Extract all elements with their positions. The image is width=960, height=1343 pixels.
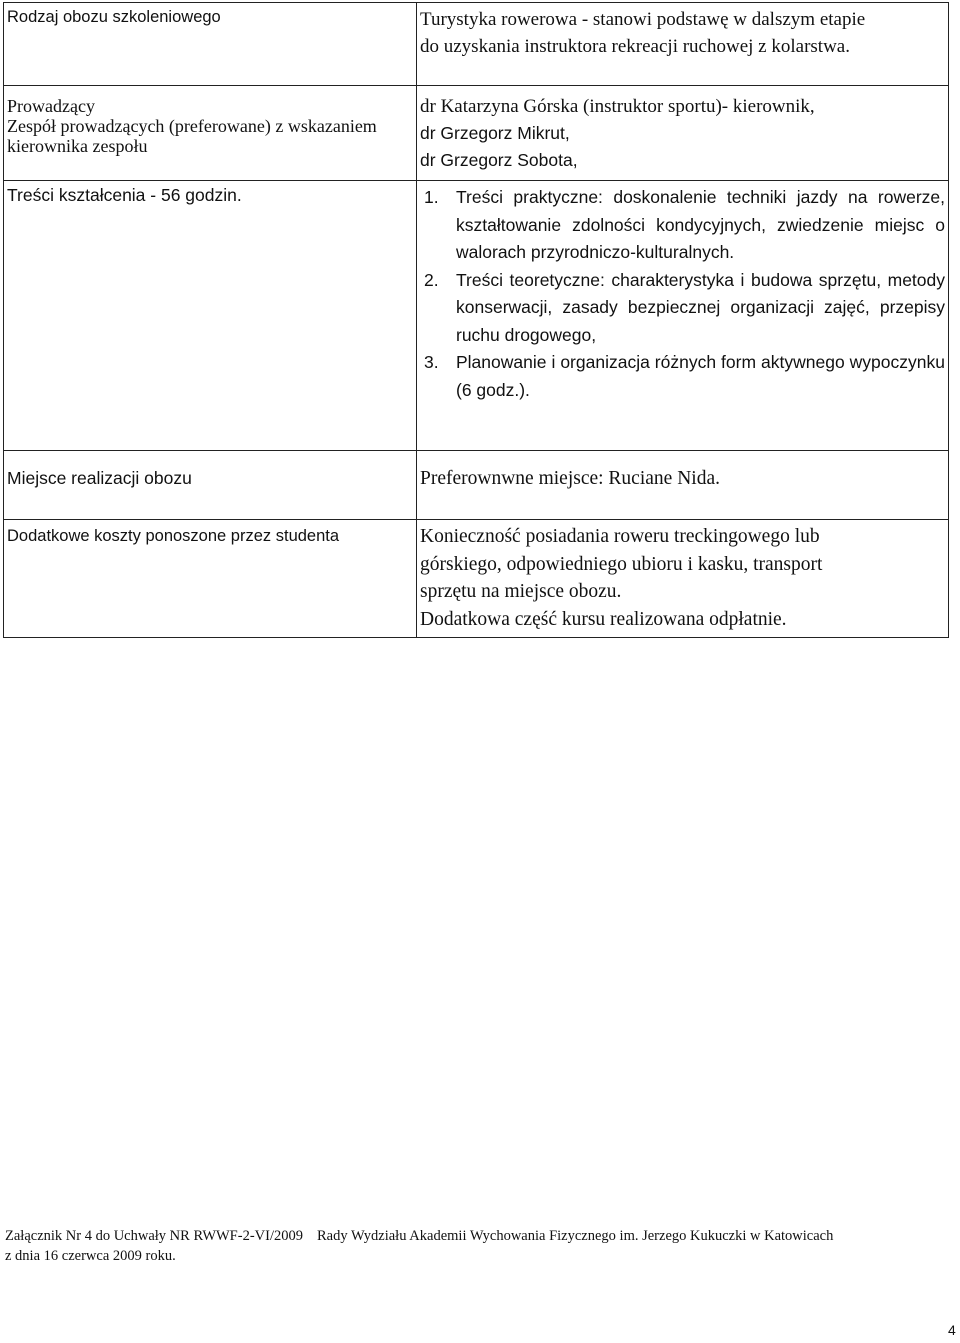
cell-training-type-label <box>4 3 417 86</box>
footer-council-name: Rady Wydziału Akademii Wychowania Fizycznego im. Jerzego Kukuczki w Katowicach <box>317 1228 834 1244</box>
row-training-type <box>4 3 949 86</box>
costs-value-line-3: sprzętu na miejsce obozu. <box>420 581 622 602</box>
leader-name-2: dr Grzegorz Mikrut, <box>420 123 570 143</box>
costs-value-line-1: Konieczność posiadania roweru treckingowego lub <box>420 526 820 547</box>
cell-leaders-label <box>4 86 417 181</box>
leader-name-3: dr Grzegorz Sobota, <box>420 150 578 170</box>
cell-training-type-value <box>417 3 949 86</box>
cell-leaders-value <box>417 86 949 181</box>
camp-info-table <box>3 2 949 638</box>
row-costs <box>4 520 949 638</box>
content-item-text: Planowanie i organizacja różnych form aktywnego wypoczynku (6 godz.). <box>456 352 945 400</box>
costs-label: Dodatkowe koszty ponoszone przez studenta <box>7 527 340 545</box>
leaders-label-line-3: kierownika zespołu <box>7 136 148 156</box>
row-content <box>4 181 949 451</box>
content-item-number: 3. <box>424 352 439 372</box>
content-item-2 <box>424 267 945 350</box>
costs-value-line-4: Dodatkowa część kursu realizowana odpłatnie. <box>420 608 787 630</box>
training-type-label: Rodzaj obozu szkoleniowego <box>7 8 221 26</box>
footer-resolution-ref: Załącznik Nr 4 do Uchwały NR RWWF-2-VI/2009 <box>5 1228 303 1244</box>
cell-costs-label <box>4 520 417 638</box>
cell-costs-value <box>417 520 949 638</box>
content-item-number: 2. <box>424 269 439 290</box>
content-item-3 <box>424 349 945 404</box>
content-item-number: 1. <box>424 187 439 207</box>
document-footer <box>5 1226 950 1266</box>
footer-date: z dnia 16 czerwca 2009 roku. <box>5 1248 176 1264</box>
leaders-label-line-1: Prowadzący <box>7 96 95 116</box>
training-type-value-line-1: Turystyka rowerowa - stanowi podstawę w dalszym etapie <box>420 9 866 30</box>
cell-place-label <box>4 451 417 520</box>
cell-content-value <box>417 181 949 451</box>
row-place <box>4 451 949 520</box>
leaders-label-line-2: Zespół prowadzących (preferowane) z wskazaniem <box>7 116 377 136</box>
leader-name-1: dr Katarzyna Górska (instruktor sportu)- kierownik, <box>420 96 815 117</box>
content-item-1 <box>424 184 945 267</box>
content-item-text: Treści praktyczne: doskonalenie techniki jazdy na rowerze, kształtowanie zdolności kondycyjnych, zwiedzenie miejsc o walorach przyrodniczo-kulturalnych. <box>456 187 945 262</box>
content-item-text: Treści teoretyczne: charakterystyka i budowa sprzętu, metody konserwacji, zasady bezpiecznej organizacji zajęć, przepisy ruchu drogowego, <box>456 269 945 345</box>
costs-value-line-2: górskiego, odpowiedniego ubioru i kasku, transport <box>420 553 823 575</box>
cell-content-label <box>4 181 417 451</box>
cell-place-value <box>417 451 949 520</box>
row-leaders <box>4 86 949 181</box>
content-list <box>420 184 945 404</box>
place-label: Miejsce realizacji obozu <box>7 468 192 488</box>
place-value: Preferownwne miejsce: Ruciane Nida. <box>420 468 720 489</box>
footer-line-1 <box>5 1226 950 1246</box>
content-label: Treści kształcenia - 56 godzin. <box>7 185 242 205</box>
training-type-value-line-2: do uzyskania instruktora rekreacji ruchowej z kolarstwa. <box>420 36 850 57</box>
page-number: 4 <box>948 1322 956 1338</box>
